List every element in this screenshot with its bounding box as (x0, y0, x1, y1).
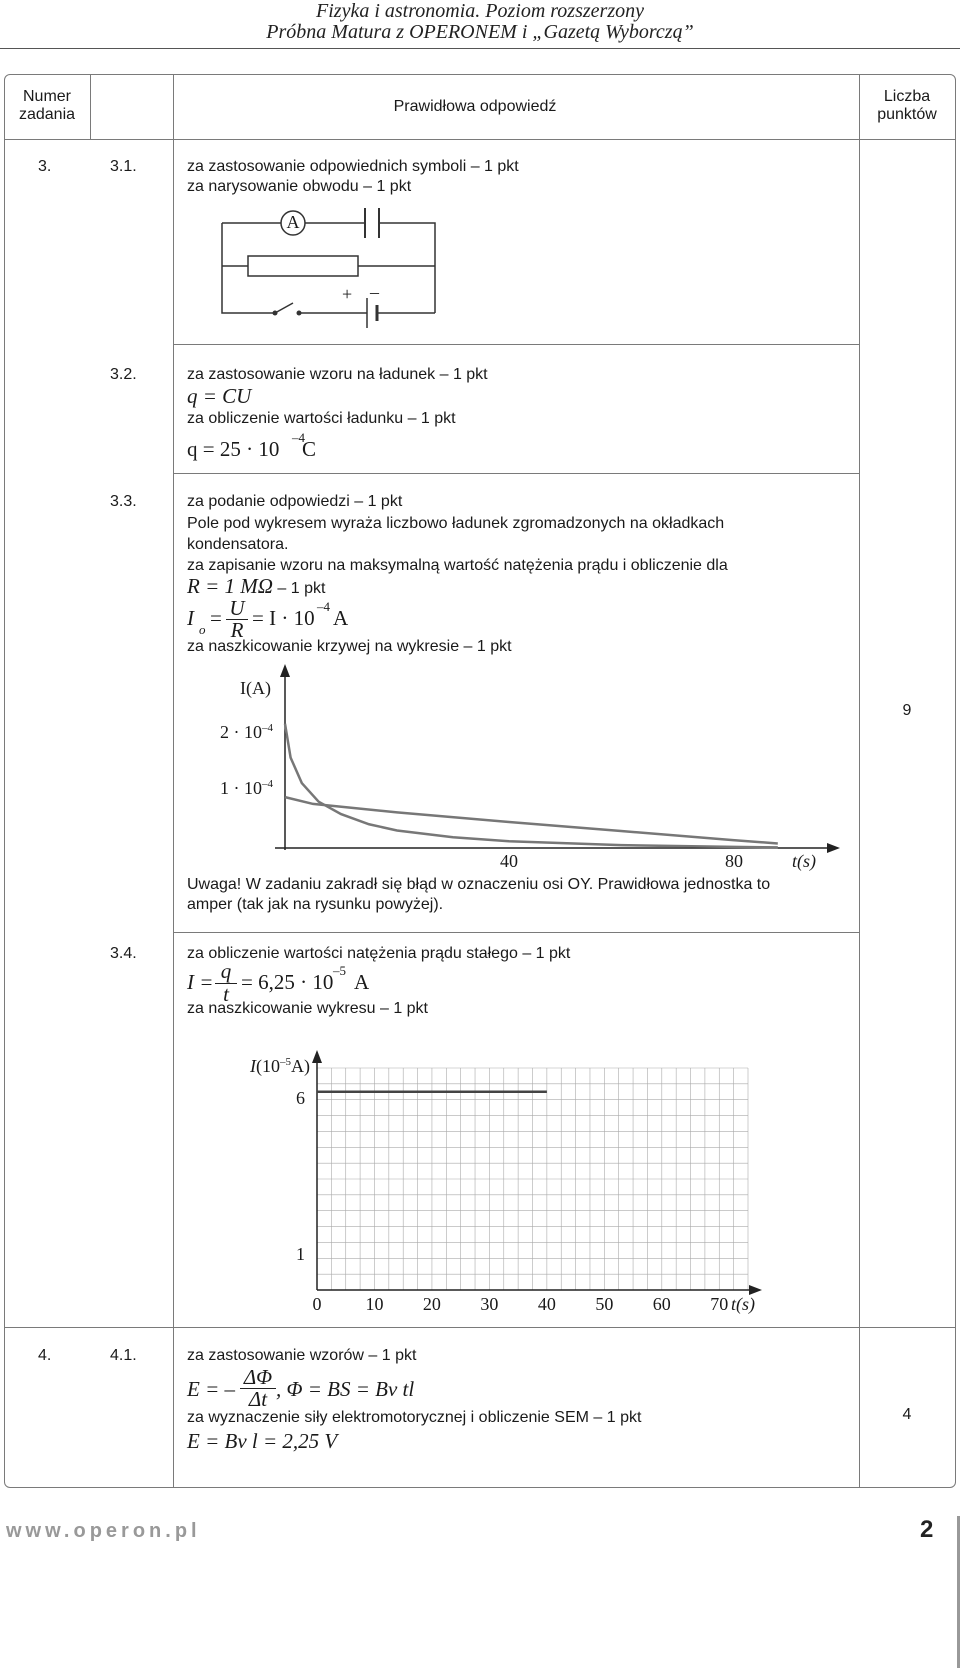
chart2-x-tick: 70 (710, 1294, 729, 1314)
scoring-line: za naszkicowanie wykresu – 1 pkt (187, 1000, 428, 1017)
chart2-y-label: $I(10^{-5}A)$ (250, 1056, 310, 1076)
formula-i: I (187, 606, 194, 630)
chart2-x-tick: 10 (365, 1294, 384, 1314)
formula-i-sub: o (199, 622, 206, 637)
chart2-x-label: t(s) (731, 1294, 755, 1314)
fraction-numerator: q (220, 959, 232, 983)
page-number: 2 (920, 1516, 934, 1543)
scoring-line: za naszkicowanie krzywej na wykresie – 1 pkt (187, 638, 512, 655)
task-number: 4. (38, 1347, 52, 1364)
col-header-points-2: punktów (877, 106, 937, 123)
formula-r-value: R = 1 MΩ (187, 574, 273, 598)
formula: q = CU (187, 384, 252, 408)
formula-left: E = – (187, 1377, 235, 1401)
chart1-y-tick-2: $2 \cdot 10^{-4}$ (220, 722, 273, 742)
scoring-line: za narysowanie obwodu – 1 pkt (187, 178, 412, 195)
subtask-number: 4.1. (110, 1347, 137, 1364)
scoring-line: za zapisanie wzoru na maksymalną wartość natężenia prądu i obliczenie dla (187, 557, 728, 574)
battery-minus: – (370, 282, 379, 302)
scoring-line: za zastosowanie wzorów – 1 pkt (187, 1347, 417, 1364)
formula-eq: = (210, 606, 222, 630)
chart2-x-tick: 30 (480, 1294, 499, 1314)
col-header-answer: Prawidłowa odpowiedź (393, 98, 557, 115)
chart2-x-tick: 0 (312, 1294, 322, 1314)
col-header-number-1: Numer (22, 88, 71, 105)
chart2-y-tick: 6 (296, 1088, 305, 1108)
fraction-denominator: Δt (248, 1387, 268, 1411)
fraction-numerator: ΔΦ (243, 1365, 273, 1389)
scoring-line: za zastosowanie odpowiednich symboli – 1 pkt (187, 158, 519, 175)
task-number: 3. (38, 158, 52, 175)
formula-unit: C (302, 437, 317, 461)
scoring-line: za wyznaczenie siły elektromotorycznej i obliczenie SEM – 1 pkt (187, 1409, 642, 1426)
chart1-x-label: t(s) (792, 851, 816, 871)
battery-plus: + (342, 284, 353, 304)
formula-r-points: – 1 pkt (272, 580, 326, 597)
chart2-y-tick: 1 (296, 1244, 305, 1264)
col-header-number-2: zadania (18, 106, 76, 123)
answer-line: Pole pod wykresem wyraża liczbowo ładunek zgromadzonych na okładkach (187, 515, 725, 532)
formula-right: = I · 10 (252, 606, 315, 630)
chart1-y-label: I(A) (240, 678, 271, 698)
chart2-x-tick: 40 (537, 1294, 556, 1314)
chart2-x-tick: 60 (652, 1294, 671, 1314)
col-header-points-1: Liczba (883, 88, 931, 105)
chart2-x-tick: 50 (595, 1294, 614, 1314)
subtask-number: 3.4. (110, 945, 137, 962)
formula-exponent: –4 (292, 430, 305, 445)
formula-right: , Φ = BS = Bv tl (276, 1377, 415, 1401)
formula-exponent: –4 (317, 599, 330, 614)
chart1-y-tick-1: $1 \cdot 10^{-4}$ (220, 778, 273, 798)
subtask-number: 3.1. (110, 158, 137, 175)
fraction-denominator: t (223, 982, 229, 1006)
note-line: amper (tak jak na rysunku powyżej). (187, 896, 444, 913)
chart2-x-tick: 20 (422, 1294, 441, 1314)
subtask-number: 3.3. (110, 493, 137, 510)
header-title: Fizyka i astronomia. Poziom rozszerzony (316, 0, 644, 22)
chart1-x-tick: 80 (725, 851, 743, 871)
task-points: 9 (902, 702, 912, 719)
note-line: Uwaga! W zadaniu zakradł się błąd w oznaczeniu osi OY. Prawidłowa jednostka to (187, 876, 771, 893)
ammeter-label: A (286, 212, 300, 232)
formula: E = Bv l = 2,25 V (187, 1429, 338, 1453)
chart1-x-tick: 40 (500, 851, 518, 871)
footer-url[interactable]: www.operon.pl (6, 1520, 201, 1542)
formula-exponent: –5 (333, 963, 346, 978)
answer-line: kondensatora. (187, 536, 289, 553)
scoring-line: za obliczenie wartości natężenia prądu stałego – 1 pkt (187, 945, 571, 962)
fraction-denominator: R (230, 618, 244, 642)
fraction-numerator: U (229, 596, 245, 620)
formula-unit: A (333, 606, 349, 630)
formula-right: = 6,25 · 10 (241, 970, 334, 994)
formula-unit: A (354, 970, 370, 994)
header-subtitle: Próbna Matura z OPERONEM i „Gazetą Wyborczą” (266, 21, 694, 43)
task-points: 4 (902, 1406, 912, 1423)
formula-left: I = (187, 970, 214, 994)
scoring-line: za obliczenie wartości ładunku – 1 pkt (187, 410, 456, 427)
scoring-line: za zastosowanie wzoru na ładunek – 1 pkt (187, 366, 488, 383)
subtask-number: 3.2. (110, 366, 137, 383)
formula-main: q = 25 · 10 (187, 437, 280, 461)
scoring-line: za podanie odpowiedzi – 1 pkt (187, 493, 403, 510)
row-divider (5, 1327, 955, 1328)
